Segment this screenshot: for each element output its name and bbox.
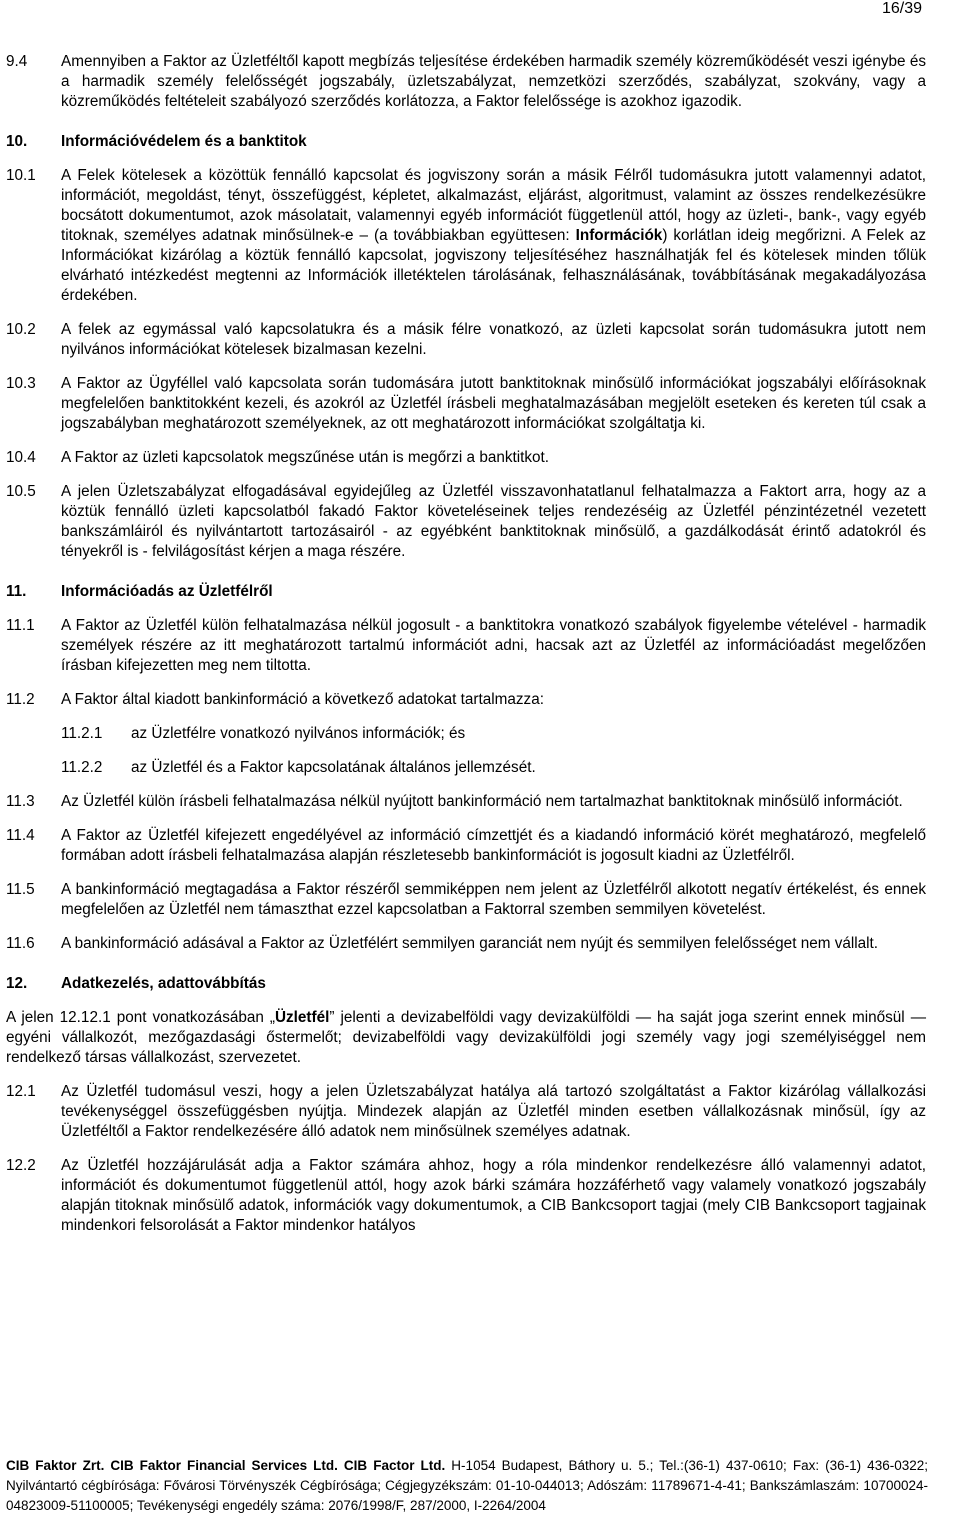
section-text: A Faktor az üzleti kapcsolatok megszűnése után is megőrzi a banktitkot. [61,449,550,466]
footer-details: H-1054 Budapest, Báthory u. 5.; Tel.:(36-1) 437-0610; Fax: (36-1) 436-0322; Nyilvántartó cégbírósága: Fővárosi Törvényszék Cégbírósága; Cégjegyzékszám: 01-10-044013; Adószám: 11789671-4-41; Bankszámlaszám: 10700024-04823009-51100005; Tevékenységi engedély száma: 2076/1998/F, 287/2000, I-2264/2004 [6,1458,928,1513]
section-number: 10.4 [6,449,36,466]
section-11-2-2 [61,758,926,778]
text-part: ) korlátlan ideig megőrizni. A Felek az Információkat kizárólag a köztük fennálló kapcsolat, jogviszony teljesítéséhez használhatják fel és kötelesek minden tőlük elvárható intézkedést megtenni az Információk illetéktelen tárolásának, felhasználásának, továbbításának megakadályozása érdekében. [61,227,927,304]
section-12-1 [6,1082,926,1142]
section-number: 11.6 [6,935,35,952]
page-footer [6,1456,928,1516]
heading-title: Adatkezelés, adattovábbítás [61,975,266,992]
section-number: 12.2 [6,1157,36,1174]
heading-number: 12. [6,975,28,992]
heading-10 [6,132,926,152]
text-part: ” jelenti a devizabelföldi vagy devizakülföldi — ha saját joga szerint ennek minősül — egyéni vállalkozót, mezőgazdasági őstermelőt; devizabelföldi vagy devizakülföldi jogi személy vagy jogi személyiséggel nem rendelkező társas vállalkozást, szervezetet. [6,1009,926,1066]
subsection-text: az Üzletfél és a Faktor kapcsolatának általános jellemzését. [131,759,536,776]
section-12-2 [6,1156,926,1236]
section-9-4 [6,52,926,112]
section-number: 11.2 [6,691,35,708]
section-number: 11.3 [6,793,35,810]
section-text: A jelen Üzletszabályzat elfogadásával egyidejűleg az Üzletfél visszavonhatatlanul felhatalmazza a Faktort arra, hogy az a köztük fennálló üzleti kapcsolatból fakadó Faktor követeléseinek teljes rendezéséig az Üzletfél pénzintézetnél vezetett bankszámláiról és nyilvántartott tartozásairól - az egyébként banktitoknak minősülő, a gazdálkodását érintő adatokról és tényekről is - felvilágosítást kérjen a maga részére. [61,483,926,560]
paragraph-12-intro [6,1008,926,1068]
section-11-6 [6,934,926,954]
section-number: 10.3 [6,375,36,392]
section-11-2-1 [61,724,926,744]
text-part: A Felek kötelesek a közöttük fennálló kapcsolat és jogviszony során a másik Félről tudomásukra jutott valamennyi adatot, információt, megoldást, tényt, összefüggést, képletet, alkalmazást, eljárást, algoritmust, valamint az összes rendelkezésükre bocsátott dokumentumot, azok másolatait, valamennyi egyéb információt függetlenül attól, hogy az üzleti-, bank-, vagy egyéb titoknak, személyes adatnak minősülnek-e – (a továbbiakban együttesen: [61,167,926,244]
heading-11 [6,582,926,602]
bold-term: Üzletfél [274,1009,330,1026]
section-text: A Faktor az Üzletfél külön felhatalmazása nélkül jogosult - a banktitokra vonatkozó szabályok figyelembe vételével - harmadik személyek részére az itt meghatározott tartalmú információt adni, hacsak azt az Üzletfél az információadást megelőzően írásban kifejezetten meg nem tiltotta. [61,617,926,674]
heading-title: Információvédelem és a banktitok [61,133,307,150]
heading-title: Információadás az Üzletfélről [61,583,273,600]
heading-number: 11. [6,583,27,600]
section-number: 11.4 [6,827,35,844]
page-number: 16/39 [881,0,922,17]
section-10-3 [6,374,926,434]
section-11-4 [6,826,926,866]
section-number: 11.5 [6,881,35,898]
section-text: Az Üzletfél hozzájárulását adja a Faktor számára ahhoz, hogy a róla mindenkor rendelkezésre álló valamennyi adatot, információt és dokumentumot függetlenül attól, hogy azok bárki számára hozzáférhető vagy valamely vonatkozó jogszabály alapján titoknak minősülő adatok, információk vagy dokumentumok, a CIB Bankcsoport tagjai (mely CIB Bankcsoport tagjainak mindenkori felsorolását a Faktor mindenkor hatályos [61,1157,926,1234]
subsection-number: 11.2.2 [61,759,103,776]
section-text [61,166,926,306]
section-11-1 [6,616,926,676]
section-11-5 [6,880,926,920]
section-10-1 [6,166,926,306]
section-number: 9.4 [6,53,28,70]
footer-company: CIB Faktor Zrt. CIB Faktor Financial Services Ltd. CIB Factor Ltd. [6,1458,446,1473]
section-number: 10.2 [6,321,36,338]
section-number: 10.5 [6,483,36,500]
section-text: A Faktor az Üzletfél kifejezett engedélyével az információ címzettjét és a kiadandó információ körét meghatározó, megfelelő formában adott írásbeli felhatalmazása alapján részletesebb bankinformációt is jogosult kiadni az Üzletfélről. [61,827,926,864]
section-number: 11.1 [6,617,35,634]
subsection-number: 11.2.1 [61,725,103,742]
section-text: Amennyiben a Faktor az Üzletféltől kapott megbízás teljesítése érdekében harmadik személy közreműködését veszi igénybe és a harmadik személy felelősségét jogszabály, üzletszabályzat, nemzetközi szerződés, szabályzat, szokvány, vagy a közreműködés feltételeit szabályozó szerződés korlátozza, a Faktor felelőssége is azokhoz igazodik. [61,53,926,110]
section-10-5 [6,482,926,562]
text-part: A jelen 12.12.1 pont vonatkozásában „ [6,1009,275,1026]
section-text: A Faktor által kiadott bankinformáció a következő adatokat tartalmazza: [61,691,544,708]
section-text: A felek az egymással való kapcsolatukra és a másik félre vonatkozó, az üzleti kapcsolat során tudomásukra jutott nem nyilvános információkat kötelesek bizalmasan kezelni. [61,321,926,358]
bold-term: Információk [575,227,663,244]
section-11-2 [6,690,926,710]
section-10-4 [6,448,926,468]
section-10-2 [6,320,926,360]
document-body [6,52,926,1250]
section-number: 10.1 [6,167,36,184]
section-text: Az Üzletfél tudomásul veszi, hogy a jelen Üzletszabályzat hatálya alá tartozó szolgáltatást a Faktor kizárólag vállalkozási tevékenységgel összefüggésben nyújtja. Mindezek alapján az Üzletfél minden esetben vállalkozásnak minősül, így az Üzletféltől a Faktor rendelkezésére álló adatok nem minősülnek személyes adatnak. [61,1083,926,1140]
section-text: Az Üzletfél külön írásbeli felhatalmazása nélkül nyújtott bankinformáció nem tartalmazhat banktitoknak minősülő információt. [61,793,903,810]
heading-12 [6,974,926,994]
section-number: 12.1 [6,1083,36,1100]
heading-number: 10. [6,133,28,150]
section-11-3 [6,792,926,812]
subsection-text: az Üzletfélre vonatkozó nyilvános információk; és [131,725,466,742]
section-text: A bankinformáció megtagadása a Faktor részéről semmiképpen nem jelent az Üzletfélről alkotott negatív értékelést, és ennek megfelelően az Üzletfél nem támaszthat ezzel kapcsolatban a Faktorral szemben semmilyen követelést. [61,881,926,918]
section-text: A Faktor az Ügyféllel való kapcsolata során tudomására jutott banktitoknak minősülő információkat jogszabályi előírásoknak megfelelően banktitokként kezeli, és azokról az Üzletfél írásbeli meghatalmazásában megjelölt eseteken és kereten túl csak a jogszabályban meghatározott személyeknek, az ott meghatározott információkat szolgáltatja ki. [61,375,926,432]
section-text: A bankinformáció adásával a Faktor az Üzletfélért semmilyen garanciát nem nyújt és semmilyen felelősséget nem vállalt. [61,935,879,952]
